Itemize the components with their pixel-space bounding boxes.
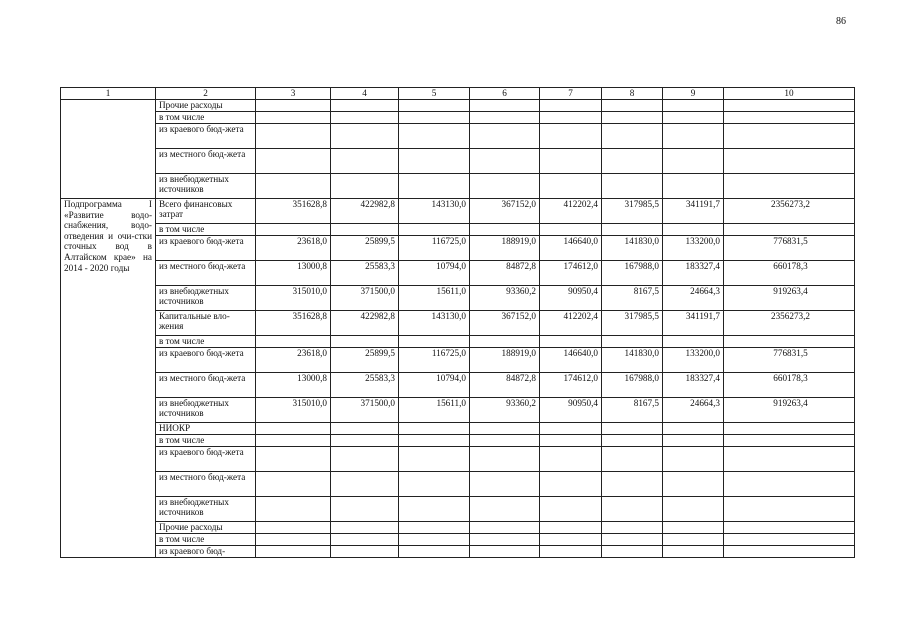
value-cell: 23618,0: [256, 236, 331, 261]
header-cell: 10: [724, 88, 855, 100]
value-cell: 776831,5: [724, 348, 855, 373]
value-cell: 188919,0: [470, 348, 540, 373]
value-cell: [540, 100, 602, 112]
value-cell: 13000,8: [256, 261, 331, 286]
table-row: [61, 423, 855, 435]
value-cell: [540, 149, 602, 174]
value-cell: [663, 497, 724, 522]
value-cell: [540, 534, 602, 546]
value-cell: [540, 546, 602, 558]
value-cell: [724, 534, 855, 546]
table-body: [61, 88, 855, 558]
value-cell: [602, 423, 663, 435]
value-cell: [331, 224, 399, 236]
value-cell: [602, 100, 663, 112]
row-label: из краевого бюд-жета: [156, 124, 256, 149]
header-cell: 5: [399, 88, 470, 100]
value-cell: 167988,0: [602, 373, 663, 398]
value-cell: 90950,4: [540, 286, 602, 311]
value-cell: [256, 522, 331, 534]
value-cell: [663, 472, 724, 497]
value-cell: [724, 497, 855, 522]
value-cell: [256, 149, 331, 174]
value-cell: [540, 224, 602, 236]
value-cell: [470, 100, 540, 112]
value-cell: [470, 423, 540, 435]
table-row: [61, 224, 855, 236]
value-cell: [540, 522, 602, 534]
value-cell: [663, 100, 724, 112]
header-cell: 8: [602, 88, 663, 100]
row-label: из краевого бюд-жета: [156, 447, 256, 472]
value-cell: [399, 149, 470, 174]
table-row: [61, 174, 855, 199]
table-row: [61, 373, 855, 398]
value-cell: [663, 224, 724, 236]
value-cell: 133200,0: [663, 236, 724, 261]
table-row: [61, 534, 855, 546]
value-cell: 15611,0: [399, 286, 470, 311]
header-cell: 3: [256, 88, 331, 100]
value-cell: [399, 546, 470, 558]
value-cell: [663, 336, 724, 348]
row-label: из внебюджетных источников: [156, 398, 256, 423]
value-cell: [399, 174, 470, 199]
value-cell: [470, 522, 540, 534]
value-cell: 25583,3: [331, 261, 399, 286]
value-cell: 367152,0: [470, 311, 540, 336]
value-cell: 133200,0: [663, 348, 724, 373]
row-label: Прочие расходы: [156, 100, 256, 112]
value-cell: [663, 174, 724, 199]
value-cell: [331, 472, 399, 497]
row-label: в том числе: [156, 336, 256, 348]
value-cell: [663, 447, 724, 472]
value-cell: 341191,7: [663, 311, 724, 336]
value-cell: [399, 224, 470, 236]
value-cell: 25583,3: [331, 373, 399, 398]
value-cell: 13000,8: [256, 373, 331, 398]
table-row: [61, 286, 855, 311]
value-cell: [724, 447, 855, 472]
value-cell: 23618,0: [256, 348, 331, 373]
value-cell: [724, 423, 855, 435]
value-cell: 90950,4: [540, 398, 602, 423]
table-row: [61, 336, 855, 348]
value-cell: [470, 497, 540, 522]
row-label: из местного бюд-жета: [156, 261, 256, 286]
value-cell: [602, 497, 663, 522]
table-row: [61, 112, 855, 124]
value-cell: [724, 174, 855, 199]
value-cell: 10794,0: [399, 373, 470, 398]
table-row: [61, 149, 855, 174]
value-cell: [470, 534, 540, 546]
value-cell: 24664,3: [663, 286, 724, 311]
value-cell: [256, 472, 331, 497]
value-cell: [256, 435, 331, 447]
value-cell: 10794,0: [399, 261, 470, 286]
value-cell: [602, 447, 663, 472]
value-cell: 167988,0: [602, 261, 663, 286]
table-row: [61, 236, 855, 261]
value-cell: [399, 522, 470, 534]
value-cell: 8167,5: [602, 398, 663, 423]
table-row: [61, 472, 855, 497]
header-cell: 1: [61, 88, 156, 100]
value-cell: 15611,0: [399, 398, 470, 423]
value-cell: [602, 534, 663, 546]
value-cell: [399, 534, 470, 546]
row-label: из внебюджетных источников: [156, 497, 256, 522]
value-cell: [470, 447, 540, 472]
value-cell: 84872,8: [470, 261, 540, 286]
value-cell: [399, 112, 470, 124]
value-cell: [540, 124, 602, 149]
row-label: из внебюджетных источников: [156, 286, 256, 311]
value-cell: 146640,0: [540, 348, 602, 373]
value-cell: 315010,0: [256, 398, 331, 423]
value-cell: 141830,0: [602, 236, 663, 261]
value-cell: 183327,4: [663, 261, 724, 286]
row-label: в том числе: [156, 534, 256, 546]
value-cell: [331, 112, 399, 124]
value-cell: [256, 174, 331, 199]
header-cell: 6: [470, 88, 540, 100]
value-cell: [602, 174, 663, 199]
value-cell: [663, 112, 724, 124]
row-label: Капитальные вло-жения: [156, 311, 256, 336]
value-cell: [602, 149, 663, 174]
table-row: [61, 497, 855, 522]
value-cell: 116725,0: [399, 348, 470, 373]
row-label: из местного бюд-жета: [156, 373, 256, 398]
value-cell: 93360,2: [470, 286, 540, 311]
value-cell: 146640,0: [540, 236, 602, 261]
value-cell: 776831,5: [724, 236, 855, 261]
value-cell: [256, 497, 331, 522]
header-cell: 9: [663, 88, 724, 100]
row-label: Всего финансовых затрат: [156, 199, 256, 224]
value-cell: [724, 224, 855, 236]
value-cell: [256, 224, 331, 236]
value-cell: [256, 447, 331, 472]
value-cell: 116725,0: [399, 236, 470, 261]
row-label: из местного бюд-жета: [156, 149, 256, 174]
program-cell-empty: [61, 100, 156, 199]
value-cell: [540, 497, 602, 522]
value-cell: [724, 522, 855, 534]
value-cell: [399, 435, 470, 447]
table-row: [61, 522, 855, 534]
value-cell: 25899,5: [331, 348, 399, 373]
table-row: [61, 348, 855, 373]
value-cell: [602, 546, 663, 558]
value-cell: [256, 124, 331, 149]
value-cell: [470, 546, 540, 558]
row-label: из местного бюд-жета: [156, 472, 256, 497]
row-label: из краевого бюд-жета: [156, 348, 256, 373]
value-cell: [540, 472, 602, 497]
table-row: [61, 398, 855, 423]
value-cell: 919263,4: [724, 398, 855, 423]
row-label: НИОКР: [156, 423, 256, 435]
value-cell: [331, 447, 399, 472]
value-cell: [256, 546, 331, 558]
value-cell: [602, 522, 663, 534]
budget-table: [60, 87, 855, 558]
table-row: [61, 435, 855, 447]
value-cell: [470, 112, 540, 124]
value-cell: 660178,3: [724, 373, 855, 398]
value-cell: 317985,5: [602, 311, 663, 336]
value-cell: 315010,0: [256, 286, 331, 311]
value-cell: [663, 546, 724, 558]
value-cell: [602, 112, 663, 124]
value-cell: 25899,5: [331, 236, 399, 261]
value-cell: 317985,5: [602, 199, 663, 224]
value-cell: 84872,8: [470, 373, 540, 398]
value-cell: 24664,3: [663, 398, 724, 423]
value-cell: [470, 435, 540, 447]
value-cell: 422982,8: [331, 311, 399, 336]
value-cell: [256, 423, 331, 435]
table-row: [61, 447, 855, 472]
row-label: из краевого бюд-: [156, 546, 256, 558]
value-cell: 143130,0: [399, 199, 470, 224]
value-cell: [331, 124, 399, 149]
value-cell: [540, 423, 602, 435]
value-cell: [256, 100, 331, 112]
value-cell: [724, 149, 855, 174]
value-cell: [399, 124, 470, 149]
value-cell: [399, 472, 470, 497]
value-cell: [256, 336, 331, 348]
table-row: [61, 311, 855, 336]
value-cell: [724, 124, 855, 149]
value-cell: [663, 124, 724, 149]
value-cell: [331, 522, 399, 534]
value-cell: [331, 497, 399, 522]
value-cell: 188919,0: [470, 236, 540, 261]
value-cell: 183327,4: [663, 373, 724, 398]
value-cell: [724, 546, 855, 558]
value-cell: [602, 124, 663, 149]
value-cell: 412202,4: [540, 311, 602, 336]
value-cell: 93360,2: [470, 398, 540, 423]
value-cell: [399, 447, 470, 472]
table-row: [61, 261, 855, 286]
value-cell: 2356273,2: [724, 311, 855, 336]
value-cell: [602, 224, 663, 236]
value-cell: [331, 534, 399, 546]
value-cell: [399, 423, 470, 435]
value-cell: [663, 522, 724, 534]
value-cell: 919263,4: [724, 286, 855, 311]
value-cell: [399, 100, 470, 112]
row-label: в том числе: [156, 435, 256, 447]
table-row: [61, 199, 855, 224]
value-cell: [663, 435, 724, 447]
value-cell: [399, 336, 470, 348]
value-cell: 2356273,2: [724, 199, 855, 224]
header-cell: 4: [331, 88, 399, 100]
value-cell: [540, 435, 602, 447]
value-cell: 141830,0: [602, 348, 663, 373]
value-cell: [331, 336, 399, 348]
value-cell: [724, 472, 855, 497]
value-cell: 371500,0: [331, 286, 399, 311]
header-cell: 2: [156, 88, 256, 100]
value-cell: 174612,0: [540, 261, 602, 286]
value-cell: [470, 336, 540, 348]
value-cell: 8167,5: [602, 286, 663, 311]
value-cell: [540, 447, 602, 472]
value-cell: [602, 435, 663, 447]
value-cell: [331, 423, 399, 435]
row-label: Прочие расходы: [156, 522, 256, 534]
value-cell: 351628,8: [256, 311, 331, 336]
value-cell: [663, 149, 724, 174]
value-cell: [602, 472, 663, 497]
row-label: в том числе: [156, 112, 256, 124]
value-cell: [470, 124, 540, 149]
table-row: [61, 100, 855, 112]
value-cell: 412202,4: [540, 199, 602, 224]
value-cell: [331, 149, 399, 174]
table-row: [61, 124, 855, 149]
value-cell: [724, 435, 855, 447]
header-cell: 7: [540, 88, 602, 100]
value-cell: [470, 149, 540, 174]
value-cell: [663, 534, 724, 546]
value-cell: 143130,0: [399, 311, 470, 336]
value-cell: [331, 100, 399, 112]
value-cell: [256, 534, 331, 546]
subprogram-title: Подпрограмма I «Развитие водо-снабжения, водо-отведения и очи-стки сточных вод в Алтайском крае» на 2014 - 2020 годы: [61, 199, 156, 558]
value-cell: [399, 497, 470, 522]
value-cell: [540, 112, 602, 124]
table-row: [61, 546, 855, 558]
value-cell: 351628,8: [256, 199, 331, 224]
value-cell: [602, 336, 663, 348]
header-row: [61, 88, 855, 100]
value-cell: [470, 174, 540, 199]
row-label: из краевого бюд-жета: [156, 236, 256, 261]
row-label: из внебюджетных источников: [156, 174, 256, 199]
page-number: 86: [836, 16, 846, 27]
value-cell: 422982,8: [331, 199, 399, 224]
value-cell: [724, 336, 855, 348]
value-cell: [331, 546, 399, 558]
value-cell: [470, 472, 540, 497]
value-cell: [540, 174, 602, 199]
value-cell: [470, 224, 540, 236]
value-cell: 341191,7: [663, 199, 724, 224]
row-label: в том числе: [156, 224, 256, 236]
value-cell: [663, 423, 724, 435]
value-cell: [331, 435, 399, 447]
value-cell: [540, 336, 602, 348]
value-cell: 660178,3: [724, 261, 855, 286]
value-cell: 371500,0: [331, 398, 399, 423]
value-cell: [256, 112, 331, 124]
value-cell: [331, 174, 399, 199]
value-cell: [724, 100, 855, 112]
value-cell: 174612,0: [540, 373, 602, 398]
value-cell: 367152,0: [470, 199, 540, 224]
value-cell: [724, 112, 855, 124]
